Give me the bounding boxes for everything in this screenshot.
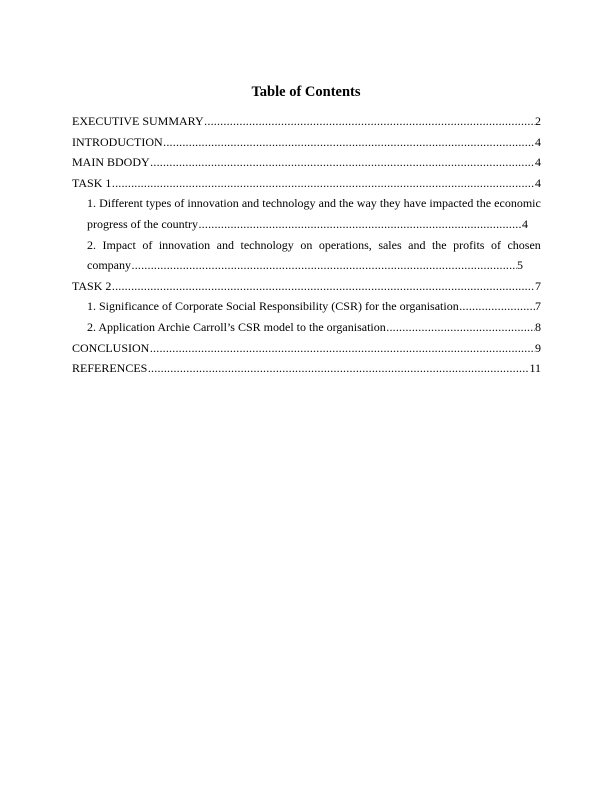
toc-word: of (142, 237, 153, 252)
table-of-contents (72, 111, 541, 379)
toc-entry-main-body[interactable] (72, 152, 541, 173)
toc-page-number: 4 (522, 216, 528, 231)
toc-entry-title-line (87, 235, 541, 256)
toc-entry-title: MAIN BDODY (72, 155, 150, 170)
dot-leader (132, 255, 517, 276)
dot-leader (148, 358, 529, 379)
toc-entry-title: 2. Application Archie Carroll’s CSR model to the organisation (87, 319, 386, 334)
toc-entry-title: 1. Significance of Corporate Social Responsibility (CSR) for the organisation (87, 299, 459, 314)
toc-entry-task-1-item-2-line-2[interactable] (72, 255, 541, 276)
toc-word: of (174, 196, 185, 211)
toc-word: impacted (429, 196, 474, 211)
dot-leader (112, 276, 535, 297)
toc-entry-references[interactable] (72, 358, 541, 379)
toc-page-number: 7 (535, 278, 541, 293)
dot-leader (150, 338, 535, 359)
toc-entry-title: progress of the country (87, 216, 198, 231)
toc-word: and (216, 237, 234, 252)
toc-page-number: 8 (535, 319, 541, 334)
toc-entry-title: CONCLUSION (72, 340, 150, 355)
toc-word: 1. (87, 196, 96, 211)
toc-word: technology (262, 196, 316, 211)
toc-word: Impact (102, 237, 136, 252)
toc-title: Table of Contents (251, 84, 361, 100)
toc-entry-title: REFERENCES (72, 361, 148, 376)
toc-entry-task-2-item-2[interactable] (72, 317, 541, 338)
toc-word: on (300, 237, 313, 252)
toc-word: profits (453, 237, 485, 252)
toc-entry-task-1[interactable] (72, 173, 541, 194)
dot-leader (386, 317, 534, 338)
toc-word: operations, (318, 237, 372, 252)
dot-leader (163, 132, 534, 153)
toc-entry-executive-summary[interactable] (72, 111, 541, 132)
toc-page-number: 2 (535, 114, 541, 128)
toc-entry-task-1-item-1-line-2[interactable] (72, 214, 541, 235)
toc-word: the (431, 237, 447, 252)
toc-word: sales (378, 237, 402, 252)
toc-page-number: 4 (535, 155, 541, 170)
toc-page-number: 9 (535, 340, 541, 355)
toc-entry-task-2-item-1[interactable] (72, 296, 541, 317)
dot-leader (150, 152, 534, 173)
dot-leader (112, 173, 535, 194)
toc-entry-title: company (87, 258, 131, 273)
toc-page-number: 7 (535, 299, 541, 314)
toc-entry-title-line (87, 193, 541, 214)
toc-word: 2. (87, 237, 96, 252)
toc-word: the (476, 196, 492, 211)
toc-entry-task-2[interactable] (72, 276, 541, 297)
toc-entry-introduction[interactable] (72, 132, 541, 153)
toc-word: way (356, 196, 377, 211)
toc-word: have (403, 196, 427, 211)
toc-entry-title: INTRODUCTION (72, 134, 163, 149)
toc-word: innovation (158, 237, 211, 252)
toc-word: the (339, 196, 354, 211)
toc-entry-title: TASK 2 (72, 278, 112, 293)
toc-page-number: 11 (529, 361, 541, 376)
toc-entry-conclusion[interactable] (72, 338, 541, 359)
toc-word: of (490, 237, 501, 252)
toc-word: and (408, 237, 426, 252)
dot-leader (204, 111, 534, 132)
toc-page-number: 4 (535, 175, 541, 190)
toc-word: economic (494, 196, 541, 211)
toc-page-number: 5 (517, 258, 523, 273)
toc-entry-task-1-item-1-line-1[interactable] (72, 193, 541, 214)
toc-entry-title: TASK 1 (72, 175, 112, 190)
toc-word: chosen (507, 237, 541, 252)
toc-word: types (145, 196, 172, 211)
toc-entry-task-1-item-2-line-1[interactable] (72, 235, 541, 256)
toc-word: and (318, 196, 336, 211)
toc-entry-title: EXECUTIVE SUMMARY (72, 114, 204, 128)
dot-leader (459, 296, 534, 317)
toc-word: Different (99, 196, 143, 211)
dot-leader (198, 214, 521, 235)
toc-word: and (241, 196, 260, 211)
toc-word: innovation (187, 196, 239, 211)
toc-page-number: 4 (535, 134, 541, 149)
toc-word: they (379, 196, 401, 211)
toc-word: technology (240, 237, 294, 252)
